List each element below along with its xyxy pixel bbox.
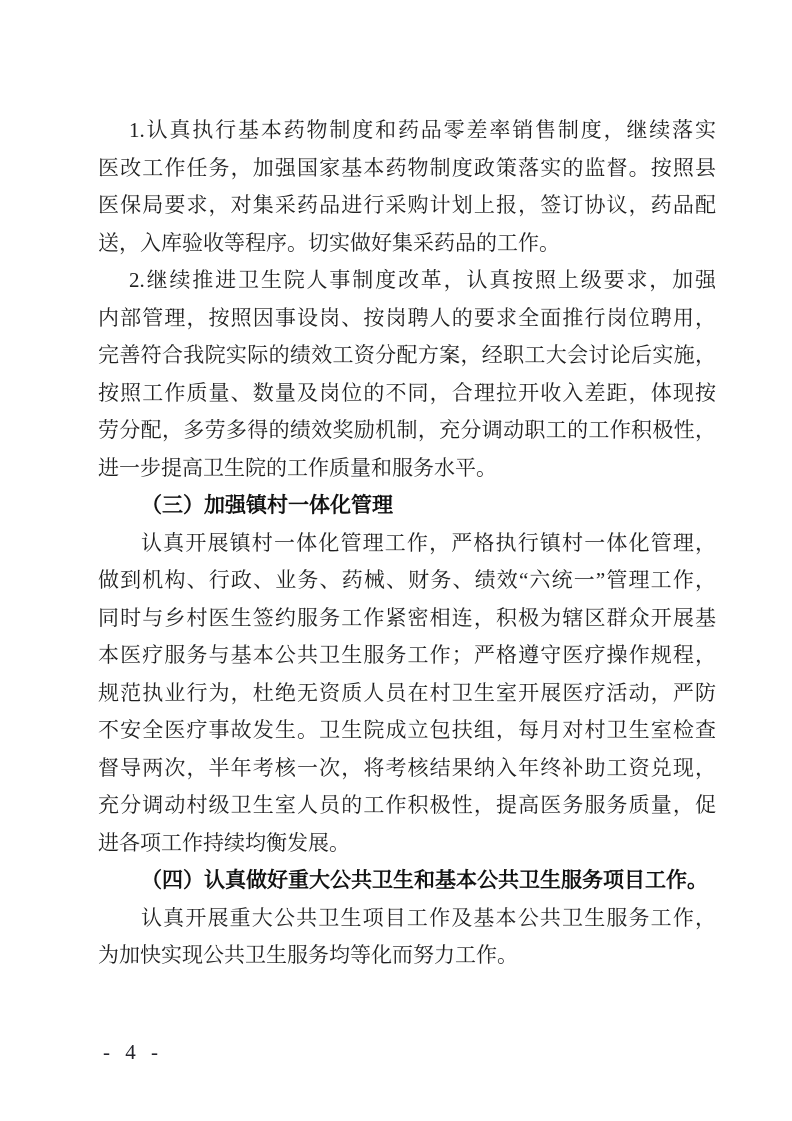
- text-line: 按照工作质量、数量及岗位的不同，合理拉开收入差距，体现按: [98, 380, 716, 405]
- paragraph: [98, 900, 716, 975]
- page-number: - 4 -: [103, 1040, 163, 1064]
- paragraph: [98, 525, 716, 863]
- text-line: 同时与乡村医生签约服务工作紧密相连，积极为辖区群众开展基: [98, 605, 716, 630]
- text-line: 为加快实现公共卫生服务均等化而努力工作。: [98, 943, 518, 967]
- text-line: 劳分配，多劳多得的绩效奖励机制，充分调动职工的工作积极性，: [98, 418, 716, 442]
- text-line: 规范执业行为，杜绝无资质人员在村卫生室开展医疗活动，严防: [98, 680, 716, 705]
- text-line: 认真开展镇村一体化管理工作，严格执行镇村一体化管理，: [141, 530, 716, 555]
- text-line: 医保局要求，对集采药品进行采购计划上报，签订协议，药品配: [98, 193, 716, 217]
- heading-text: （四）认真做好重大公共卫生和基本公共卫生服务项目工作。: [141, 868, 708, 892]
- text-line: 完善符合我院实际的绩效工资分配方案，经职工大会讨论后实施，: [98, 343, 716, 367]
- text-line: 送，入库验收等程序。切实做好集采药品的工作。: [98, 230, 560, 255]
- paragraph: [98, 262, 716, 487]
- text-line: 不安全医疗事故发生。卫生院成立包扶组，每月对村卫生室检查: [98, 718, 716, 742]
- text-line: 督导两次，半年考核一次，将考核结果纳入年终补助工资兑现，: [98, 755, 716, 780]
- text-line: 认真开展重大公共卫生项目工作及基本公共卫生服务工作，: [141, 905, 716, 930]
- section-heading-4: [98, 862, 716, 900]
- paragraph: [98, 112, 716, 262]
- text-line: 内部管理，按照因事设岗、按岗聘人的要求全面推行岗位聘用，: [98, 305, 716, 330]
- heading-text: （三）加强镇村一体化管理: [141, 493, 393, 517]
- document-body: [98, 112, 716, 975]
- text-line: 进各项工作持续均衡发展。: [98, 830, 350, 855]
- text-line: 做到机构、行政、业务、药械、财务、绩效“六统一”管理工作，: [98, 568, 716, 592]
- section-heading-3: [98, 487, 716, 525]
- text-line: 医改工作任务，加强国家基本药物制度政策落实的监督。按照县: [98, 155, 716, 180]
- text-line: 本医疗服务与基本公共卫生服务工作；严格遵守医疗操作规程，: [98, 643, 716, 667]
- text-line: 2.继续推进卫生院人事制度改革，认真按照上级要求，加强: [129, 268, 716, 292]
- text-line: 1.认真执行基本药物制度和药品零差率销售制度，继续落实: [129, 118, 716, 142]
- text-line: 进一步提高卫生院的工作质量和服务水平。: [98, 455, 497, 480]
- text-line: 充分调动村级卫生室人员的工作积极性，提高医务服务质量，促: [98, 793, 716, 817]
